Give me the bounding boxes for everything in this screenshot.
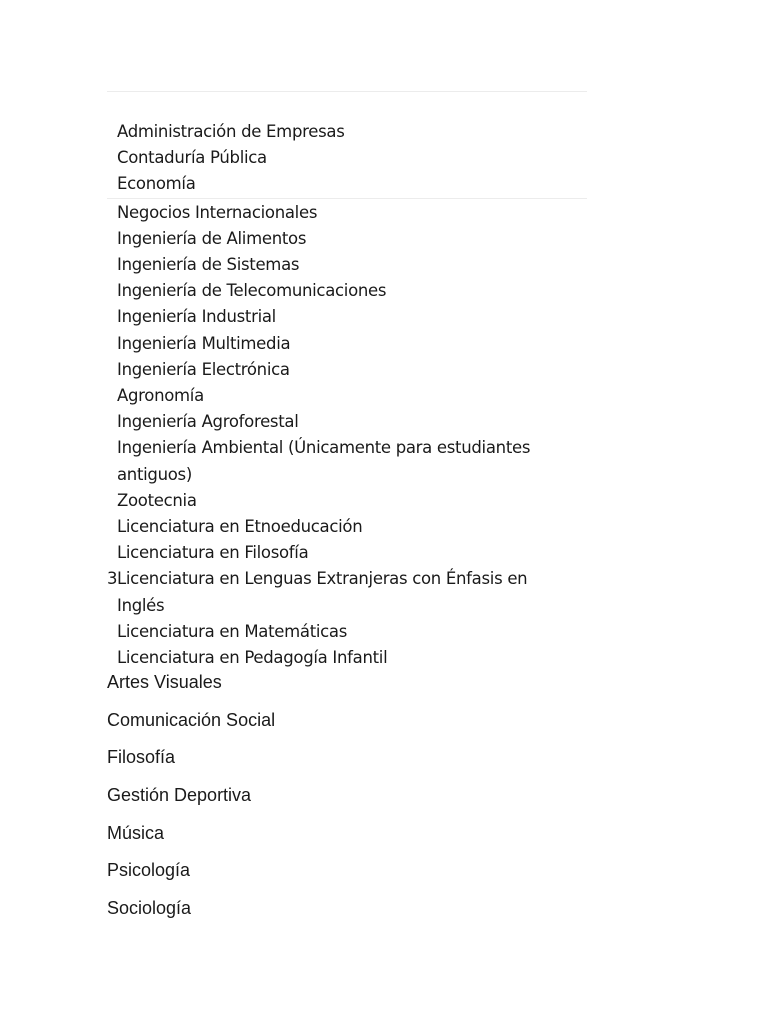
list-item	[107, 357, 577, 383]
list-item	[107, 540, 577, 566]
program-list-secondary	[107, 670, 577, 934]
program-name: Ingeniería Multimedia	[117, 333, 291, 353]
program-name: Ingeniería Agroforestal	[117, 412, 299, 432]
program-name: Ingeniería de Sistemas	[117, 255, 300, 275]
program-name: Licenciatura en Pedagogía Infantil	[117, 648, 388, 668]
program-name: Ingeniería de Telecomunicaciones	[117, 281, 387, 301]
list-item	[107, 645, 577, 671]
list-item: Sociología	[107, 898, 192, 919]
program-name: Licenciatura en Lenguas Extranjeras con Énfasis en Inglés	[117, 569, 528, 615]
program-name: Ingeniería Ambiental (Únicamente para estudiantes antiguos)	[117, 438, 531, 484]
list-item: Artes Visuales	[107, 672, 222, 692]
list-item	[107, 331, 577, 357]
program-name: Contaduría Pública	[117, 148, 267, 168]
program-name: Economía	[117, 174, 196, 194]
program-name: Administración de Empresas	[117, 122, 345, 141]
list-item: Psicología	[107, 860, 191, 881]
list-item	[107, 435, 577, 487]
list-item	[107, 566, 577, 618]
list-item: Música	[107, 822, 165, 843]
list-item	[107, 200, 577, 226]
list-item: Gestión Deportiva	[107, 785, 252, 806]
list-item	[107, 252, 577, 278]
program-name: Licenciatura en Etnoeducación	[117, 517, 363, 537]
program-name: Negocios Internacionales	[117, 202, 318, 222]
list-item	[107, 409, 577, 435]
list-item	[107, 226, 577, 252]
program-name: Ingeniería de Alimentos	[117, 228, 307, 248]
list-item: Filosofía	[107, 747, 176, 768]
list-marker: 3	[107, 569, 118, 589]
program-name: Ingeniería Electrónica	[117, 359, 290, 379]
top-divider	[107, 91, 587, 92]
program-name: Licenciatura en Filosofía	[117, 543, 309, 563]
list-item	[107, 488, 577, 514]
list-item	[107, 171, 577, 197]
list-item	[107, 514, 577, 540]
program-name: Licenciatura en Matemáticas	[117, 621, 348, 641]
list-item: Comunicación Social	[107, 709, 276, 730]
list-item	[107, 278, 577, 304]
list-item	[107, 619, 577, 645]
program-name: Ingeniería Industrial	[117, 307, 276, 327]
program-list-primary	[107, 119, 577, 671]
list-item	[107, 145, 577, 171]
list-item	[107, 383, 577, 409]
program-name: Zootecnia	[117, 490, 197, 510]
list-item	[107, 304, 577, 330]
program-name: Agronomía	[117, 386, 204, 406]
list-item	[107, 119, 577, 145]
